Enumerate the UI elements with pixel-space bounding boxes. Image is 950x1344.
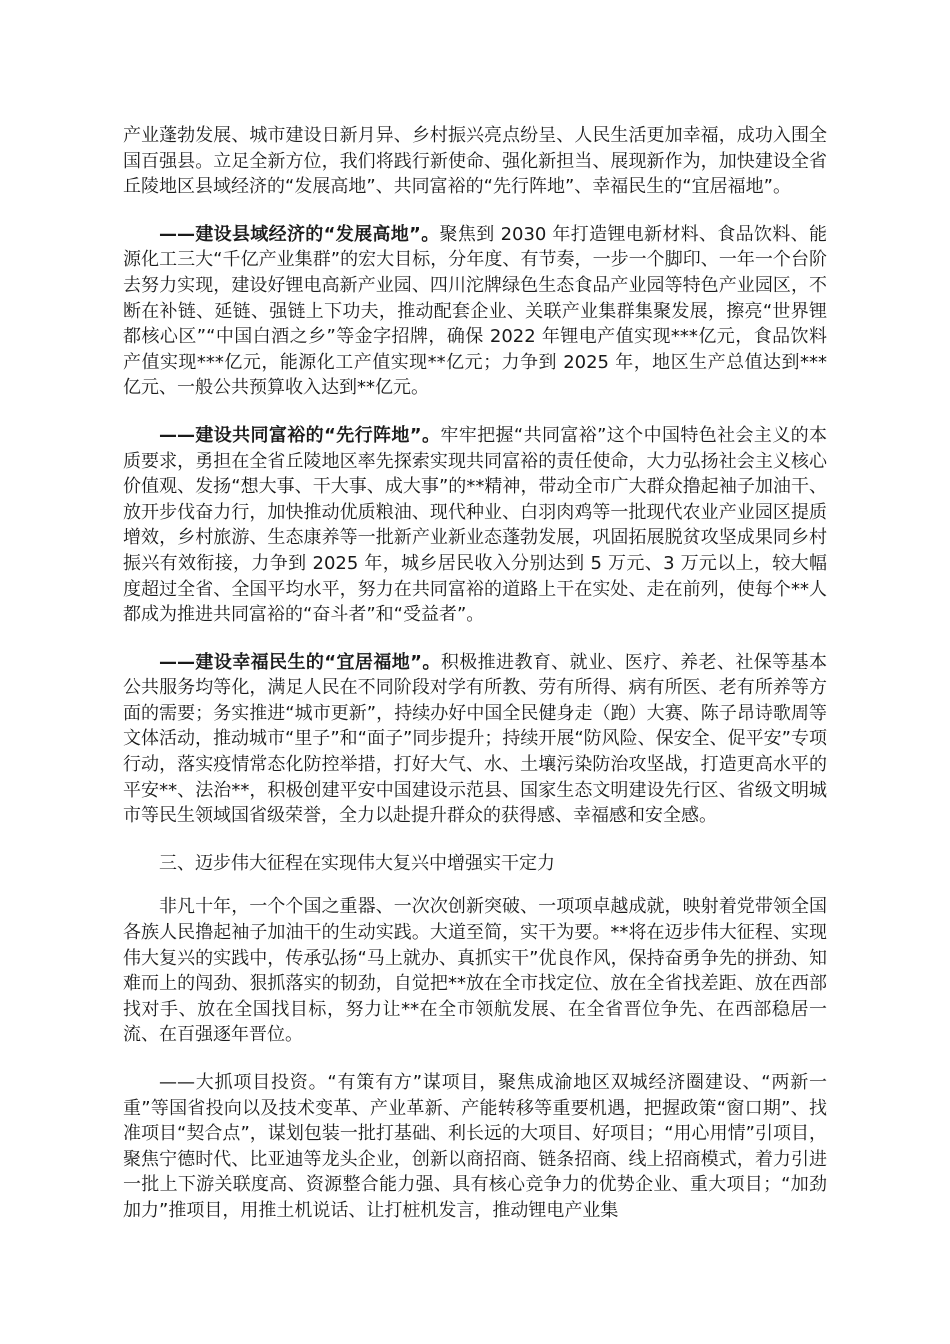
- paragraph-development-highland: [123, 222, 827, 401]
- document-body: [123, 123, 827, 1224]
- paragraph-lead: ——建设县域经济的“发展高地”。: [159, 223, 440, 245]
- paragraph-lead: ——建设共同富裕的“先行阵地”。: [159, 424, 441, 446]
- paragraph-great-journey: [123, 894, 827, 1048]
- paragraph-text: 非凡十年，一个个国之重器、一次次创新突破、一项项卓越成就，映射着党带领全国各族人民撸起袖子加油干的生动实践。大道至简，实干为要。**将在迈步伟大征程、实现伟大复兴的实践中，传承弘扬“马上就办、真抓实干”优良作风，保持奋勇争先的拼劲、知难而上的闯劲、狠抓落实的韧劲，自觉把**放在全市找定位、放在全省找差距、放在西部找对手、放在全国找目标，努力让**在全市领航发展、在全省晋位争先、在西部稳居一流、在百强逐年晋位。: [123, 896, 827, 1046]
- paragraph-text: 聚焦到 2030 年打造锂电新材料、食品饮料、能源化工三大“千亿产业集群”的宏大目标，分年度、有节奏，一步一个脚印、一年一个台阶去努力实现，建设好锂电高新产业园、四川沱牌绿色生态食品产业园等特色产业园区，不断在补链、延链、强链上下功夫，推动配套企业、关联产业集群集聚发展，擦亮“世界锂都核心区”“中国白酒之乡”等金字招牌，确保 2022 年锂电产值实现***亿元，食品饮料产值实现***亿元，能源化工产值实现**亿元；力争到 2025 年，地区生产总值达到***亿元、一般公共预算收入达到**亿元。: [123, 223, 827, 399]
- paragraph-livable-place: [123, 650, 827, 829]
- paragraph-lead: ——建设幸福民生的“宜居福地”。: [159, 651, 441, 673]
- section-heading-3: [123, 851, 827, 877]
- paragraph-text: 积极推进教育、就业、医疗、养老、社保等基本公共服务均等化，满足人民在不同阶段对学有所教、劳有所得、病有所医、老有所养等方面的需要；务实推进“城市更新”，持续办好中国全民健身走（跑）大赛、陈子昂诗歌周等文体活动，推动城市“里子”和“面子”同步提升；持续开展“防风险、保安全、促平安”专项行动，落实疫情常态化防控举措，打好大气、水、土壤污染防治攻坚战，打造更高水平的平安**、法治**，积极创建平安中国建设示范县、国家生态文明建设先行区、省级文明城市等民生领域国省级荣誉，全力以赴提升群众的获得感、幸福感和安全感。: [123, 651, 827, 827]
- paragraph-text: 牢牢把握“共同富裕”这个中国特色社会主义的本质要求，勇担在全省丘陵地区率先探索实现共同富裕的责任使命，大力弘扬社会主义核心价值观、发扬“想大事、干大事、成大事”的**精神，带动全市广大群众撸起袖子加油干、放开步伐奋力行，加快推动优质粮油、现代种业、白羽肉鸡等一批现代农业产业园区提质增效，乡村旅游、生态康养等一批新产业新业态蓬勃发展，巩固拓展脱贫攻坚成果同乡村振兴有效衔接，力争到 2025 年，城乡居民收入分别达到 5 万元、3 万元以上，较大幅度超过全省、全国平均水平，努力在共同富裕的道路上干在实处、走在前列，使每个**人都成为推进共同富裕的“奋斗者”和“受益者”。: [123, 424, 827, 626]
- paragraph-project-investment: [123, 1070, 827, 1224]
- paragraph-common-prosperity: [123, 423, 827, 628]
- section-heading-text: 三、迈步伟大征程在实现伟大复兴中增强实干定力: [159, 852, 555, 874]
- paragraph-text: 产业蓬勃发展、城市建设日新月异、乡村振兴亮点纷呈、人民生活更加幸福，成功入围全国百强县。立足全新方位，我们将践行新使命、强化新担当、展现新作为，加快建设全省丘陵地区县域经济的“发展高地”、共同富裕的“先行阵地”、幸福民生的“宜居福地”。: [123, 125, 827, 198]
- paragraph-text: ——大抓项目投资。“有策有方”谋项目，聚焦成渝地区双城经济圈建设、“两新一重”等国省投向以及技术变革、产业革新、产能转移等重要机遇，把握政策“窗口期”、找准项目“契合点”，谋划包装一批打基础、利长远的大项目、好项目；“用心用情”引项目，聚焦宁德时代、比亚迪等龙头企业，创新以商招商、链条招商、线上招商模式，着力引进一批上下游关联度高、资源整合能力强、具有核心竞争力的优势企业、重大项目；“加劲加力”推项目，用推土机说话、让打桩机发言，推动锂电产业集: [123, 1072, 827, 1221]
- paragraph-intro: [123, 123, 827, 200]
